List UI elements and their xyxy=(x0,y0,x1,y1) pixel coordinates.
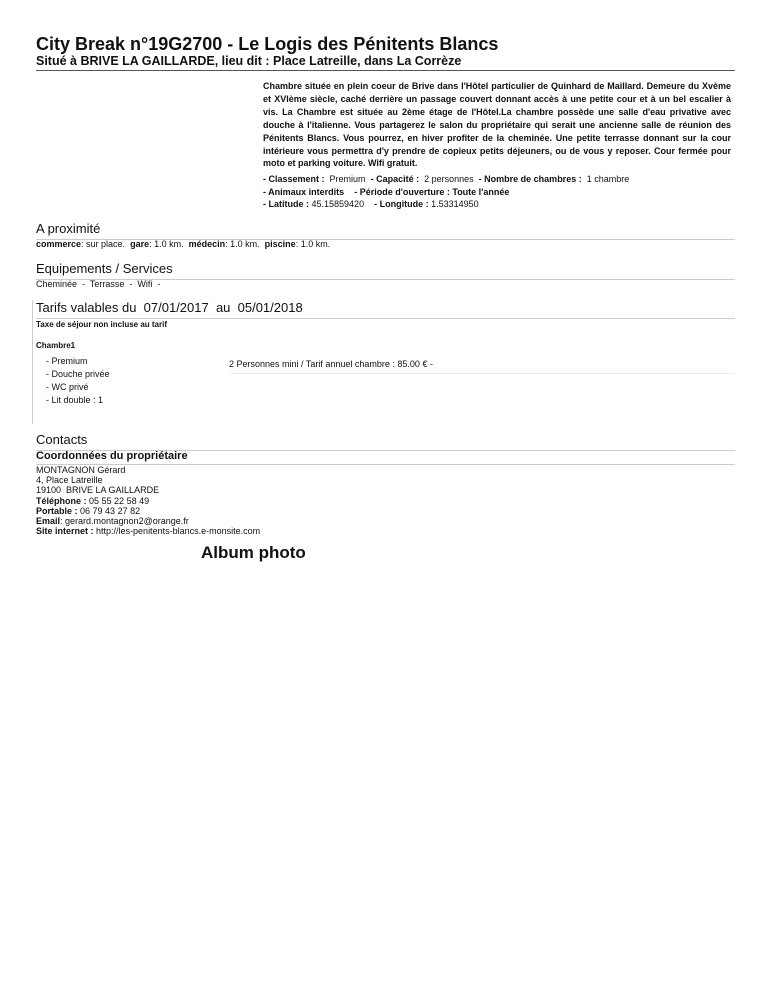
site-label: Site internet : xyxy=(36,526,94,537)
list-item: - Lit double : 1 xyxy=(46,394,110,407)
owner-name: MONTAGNON Gérard xyxy=(36,465,126,475)
contacts-section xyxy=(36,432,735,537)
ouverture-text: - Période d'ouverture : Toute l'année xyxy=(354,186,510,197)
list-item: - Premium xyxy=(46,355,110,368)
description: Chambre située en plein coeur de Brive dans l'Hôtel particulier de Quinhard de Maillard. Demeure du Xvème et XVIème siècle, caché derrière un passage couvert donnant accès à une petite cour et à un bel escalier à vis. La Chambre est située au 2ème étage de l'Hôtel.La chambre possède une salle d'eau privative avec douche à l'italienne. Vous partagerez le salon du propriétaire qui serait une ancienne salle de réunion des Pénitents Blancs. Vous pourrez, en hiver profiter de la cheminée. Une petite terrasse donnant sur la cour intérieure vous permettra d'y prendre de copieux petits déjeuners, ou de vous y reposer. Cour fermée pour moto et parking voiture. Wifi gratuit. xyxy=(263,81,731,169)
contacts-title: Contacts xyxy=(36,432,88,447)
proximite-value: : 1.0 km. xyxy=(225,239,260,249)
proximite-title: A proximité xyxy=(36,221,101,236)
telephone-label: Téléphone : xyxy=(36,495,87,506)
rate-divider xyxy=(229,373,735,374)
proximite-section xyxy=(36,221,735,249)
equipements-section xyxy=(36,261,735,289)
classement-label: - Classement : xyxy=(263,174,325,184)
list-item: - Douche privée xyxy=(46,368,110,381)
longitude-label: - Longitude : xyxy=(374,199,429,209)
capacite-label: - Capacité : xyxy=(370,174,420,184)
animaux-text: - Animaux interdits xyxy=(263,186,345,197)
latitude-value: 45.15859420 xyxy=(311,199,365,209)
chambre-features xyxy=(46,355,110,407)
proximite-label: gare xyxy=(130,239,150,249)
owner-subtitle: Coordonnées du propriétaire xyxy=(36,450,188,462)
email-value[interactable]: : gerard.montagnon2@orange.fr xyxy=(60,516,189,527)
portable-label: Portable : xyxy=(36,505,78,516)
tarifs-section xyxy=(36,300,735,405)
list-item: - WC privé xyxy=(46,381,110,394)
proximite-value: : 1.0 km. xyxy=(295,239,331,249)
page-title: City Break n°19G2700 - Le Logis des Pénitents Blancs xyxy=(36,34,499,54)
telephone-value: 05 55 22 58 49 xyxy=(89,495,150,506)
proximite-value: : sur place. xyxy=(81,239,126,249)
classement-value: Premium xyxy=(329,174,366,184)
proximite-list xyxy=(36,238,330,250)
tax-note: Taxe de séjour non incluse au tarif xyxy=(36,320,167,329)
header-divider xyxy=(36,70,735,71)
tarifs-side-rule xyxy=(32,300,33,424)
owner-city: 19100 BRIVE LA GAILLARDE xyxy=(36,485,160,496)
latitude-label: - Latitude : xyxy=(263,199,309,209)
chambres-value: 1 chambre xyxy=(586,174,630,184)
capacite-value: 2 personnes xyxy=(424,174,474,184)
proximite-label: commerce xyxy=(36,239,82,249)
longitude-value: 1.53314950 xyxy=(431,199,479,209)
proximite-label: médecin xyxy=(188,239,226,249)
property-meta xyxy=(263,173,731,211)
equipements-title: Equipements / Services xyxy=(36,261,173,276)
page-subtitle: Situé à BRIVE LA GAILLARDE, lieu dit : Place Latreille, dans La Corrèze xyxy=(36,54,462,68)
tarifs-title: Tarifs valables du 07/01/2017 au 05/01/2018 xyxy=(36,300,303,315)
owner-street: 4, Place Latreille xyxy=(36,475,103,486)
site-link[interactable]: http://les-penitents-blancs.e-monsite.com xyxy=(96,526,261,537)
rate-text: 2 Personnes mini / Tarif annuel chambre : 85.00 € - xyxy=(229,359,433,369)
chambres-label: - Nombre de chambres : xyxy=(478,174,582,184)
proximite-label: piscine xyxy=(264,239,296,249)
proximite-value: : 1.0 km. xyxy=(149,239,184,249)
tarifs-divider xyxy=(36,318,735,319)
email-label: Email xyxy=(36,516,61,527)
owner-address xyxy=(36,465,260,536)
portable-value: 06 79 43 27 82 xyxy=(80,505,141,516)
album-title: Album photo xyxy=(201,543,306,562)
equipements-list: Cheminée - Terrasse - Wifi - xyxy=(36,279,161,289)
chambre-title: Chambre1 xyxy=(36,341,76,350)
